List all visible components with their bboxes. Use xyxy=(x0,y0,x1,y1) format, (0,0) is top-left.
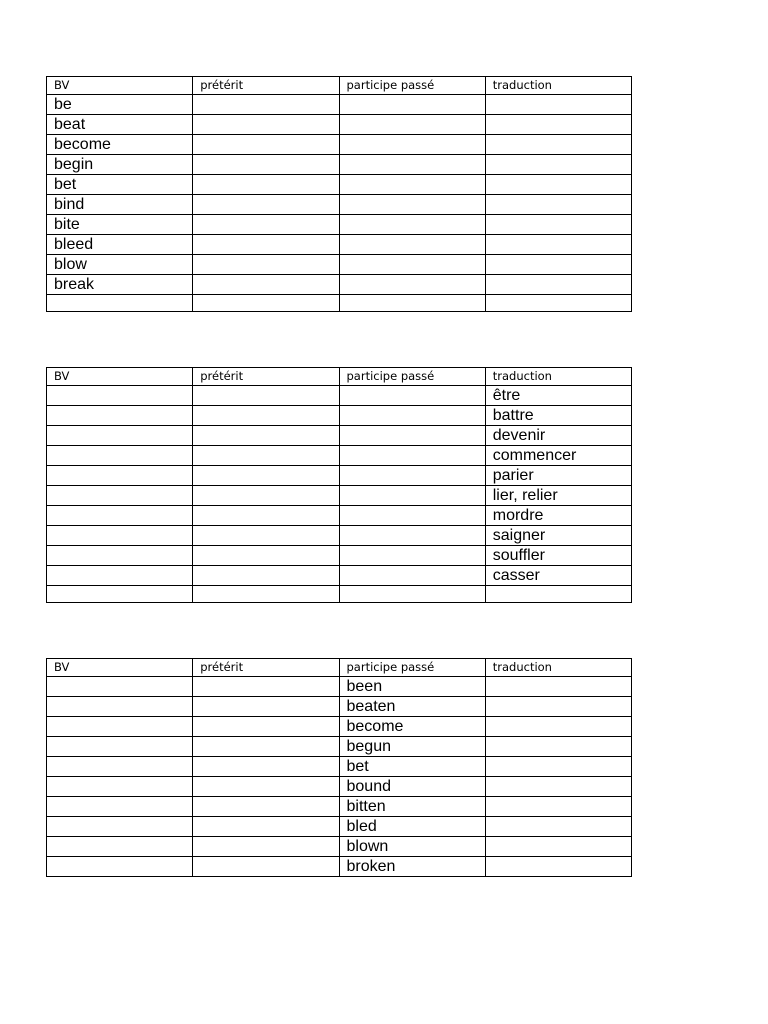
cell-traduction: souffler xyxy=(485,546,631,566)
blank-cell-participe-passe xyxy=(339,546,485,566)
cell-traduction: commencer xyxy=(485,446,631,466)
table-row xyxy=(47,155,632,175)
blank-cell-preterit xyxy=(193,446,339,466)
blank-cell-bv xyxy=(47,777,193,797)
blank-cell-preterit xyxy=(193,175,339,195)
table-row xyxy=(47,677,632,697)
blank-cell-participe-passe xyxy=(339,195,485,215)
blank-cell-participe-passe xyxy=(339,235,485,255)
blank-cell-preterit xyxy=(193,95,339,115)
blank-cell-preterit xyxy=(193,466,339,486)
blank-cell-participe-passe xyxy=(339,255,485,275)
table-row xyxy=(47,406,632,426)
cell-bv: bite xyxy=(47,215,193,235)
blank-cell-traduction xyxy=(485,797,631,817)
column-header-participe-passe: participe passé xyxy=(339,368,485,386)
cell-participe-passe: blown xyxy=(339,837,485,857)
cell-bv: bet xyxy=(47,175,193,195)
blank-cell-bv xyxy=(47,797,193,817)
blank-cell-preterit xyxy=(193,115,339,135)
blank-cell-bv xyxy=(47,566,193,586)
empty-row xyxy=(47,586,632,603)
table-row xyxy=(47,566,632,586)
column-header-bv: BV xyxy=(47,368,193,386)
blank-cell-traduction xyxy=(485,95,631,115)
blank-cell-bv xyxy=(47,295,193,312)
blank-cell-traduction xyxy=(485,275,631,295)
table-row xyxy=(47,446,632,466)
column-header-participe-passe: participe passé xyxy=(339,77,485,95)
blank-cell-traduction xyxy=(485,115,631,135)
blank-cell-bv xyxy=(47,717,193,737)
blank-cell-preterit xyxy=(193,426,339,446)
cell-participe-passe: become xyxy=(339,717,485,737)
cell-bv: beat xyxy=(47,115,193,135)
cell-traduction: casser xyxy=(485,566,631,586)
blank-cell-preterit xyxy=(193,777,339,797)
blank-cell-bv xyxy=(47,857,193,877)
blank-cell-preterit xyxy=(193,546,339,566)
blank-cell-traduction xyxy=(485,155,631,175)
cell-traduction: battre xyxy=(485,406,631,426)
blank-cell-preterit xyxy=(193,155,339,175)
blank-cell-preterit xyxy=(193,235,339,255)
blank-cell-participe-passe xyxy=(339,175,485,195)
blank-cell-participe-passe xyxy=(339,215,485,235)
blank-cell-bv xyxy=(47,506,193,526)
blank-cell-preterit xyxy=(193,386,339,406)
blank-cell-bv xyxy=(47,406,193,426)
blank-cell-participe-passe xyxy=(339,486,485,506)
blank-cell-bv xyxy=(47,817,193,837)
blank-cell-traduction xyxy=(485,737,631,757)
verb-table-translation xyxy=(46,367,632,603)
table-row xyxy=(47,255,632,275)
blank-cell-traduction xyxy=(485,255,631,275)
blank-cell-traduction xyxy=(485,757,631,777)
blank-cell-preterit xyxy=(193,677,339,697)
blank-cell-traduction xyxy=(485,677,631,697)
blank-cell-preterit xyxy=(193,406,339,426)
table-row xyxy=(47,135,632,155)
table-header-row xyxy=(47,368,632,386)
blank-cell-bv xyxy=(47,486,193,506)
empty-row xyxy=(47,295,632,312)
blank-cell-participe-passe xyxy=(339,446,485,466)
cell-participe-passe: beaten xyxy=(339,697,485,717)
cell-traduction: devenir xyxy=(485,426,631,446)
cell-participe-passe: been xyxy=(339,677,485,697)
blank-cell-participe-passe xyxy=(339,466,485,486)
blank-cell-preterit xyxy=(193,697,339,717)
blank-cell-preterit xyxy=(193,526,339,546)
blank-cell-bv xyxy=(47,837,193,857)
blank-cell-preterit xyxy=(193,275,339,295)
table-row xyxy=(47,797,632,817)
cell-bv: become xyxy=(47,135,193,155)
blank-cell-participe-passe xyxy=(339,526,485,546)
blank-cell-preterit xyxy=(193,506,339,526)
cell-bv: break xyxy=(47,275,193,295)
blank-cell-participe-passe xyxy=(339,566,485,586)
blank-cell-participe-passe xyxy=(339,426,485,446)
blank-cell-traduction xyxy=(485,777,631,797)
table-header-row xyxy=(47,659,632,677)
blank-cell-preterit xyxy=(193,857,339,877)
column-header-preterit: prétérit xyxy=(193,77,339,95)
table-row xyxy=(47,175,632,195)
table-row xyxy=(47,115,632,135)
blank-cell-traduction xyxy=(485,235,631,255)
blank-cell-bv xyxy=(47,677,193,697)
blank-cell-participe-passe xyxy=(339,386,485,406)
table-row xyxy=(47,486,632,506)
blank-cell-preterit xyxy=(193,717,339,737)
blank-cell-participe-passe xyxy=(339,586,485,603)
cell-traduction: saigner xyxy=(485,526,631,546)
blank-cell-preterit xyxy=(193,817,339,837)
cell-traduction: lier, relier xyxy=(485,486,631,506)
table-row xyxy=(47,717,632,737)
table-header-row xyxy=(47,77,632,95)
cell-traduction: être xyxy=(485,386,631,406)
cell-participe-passe: bound xyxy=(339,777,485,797)
blank-cell-preterit xyxy=(193,295,339,312)
blank-cell-traduction xyxy=(485,717,631,737)
blank-cell-bv xyxy=(47,737,193,757)
cell-bv: blow xyxy=(47,255,193,275)
blank-cell-bv xyxy=(47,466,193,486)
cell-traduction: mordre xyxy=(485,506,631,526)
table-row xyxy=(47,697,632,717)
table-row xyxy=(47,215,632,235)
blank-cell-traduction xyxy=(485,857,631,877)
table-row xyxy=(47,275,632,295)
cell-bv: be xyxy=(47,95,193,115)
blank-cell-traduction xyxy=(485,135,631,155)
column-header-preterit: prétérit xyxy=(193,368,339,386)
blank-cell-participe-passe xyxy=(339,155,485,175)
blank-cell-preterit xyxy=(193,757,339,777)
blank-cell-preterit xyxy=(193,797,339,817)
blank-cell-bv xyxy=(47,426,193,446)
column-header-traduction: traduction xyxy=(485,659,631,677)
blank-cell-bv xyxy=(47,386,193,406)
blank-cell-preterit xyxy=(193,486,339,506)
column-header-traduction: traduction xyxy=(485,368,631,386)
verb-table-base-form xyxy=(46,76,632,312)
blank-cell-traduction xyxy=(485,697,631,717)
blank-cell-preterit xyxy=(193,837,339,857)
cell-participe-passe: bet xyxy=(339,757,485,777)
blank-cell-bv xyxy=(47,526,193,546)
blank-cell-bv xyxy=(47,586,193,603)
blank-cell-bv xyxy=(47,757,193,777)
blank-cell-preterit xyxy=(193,135,339,155)
table-row xyxy=(47,837,632,857)
cell-participe-passe: broken xyxy=(339,857,485,877)
blank-cell-traduction xyxy=(485,837,631,857)
blank-cell-preterit xyxy=(193,195,339,215)
table-row xyxy=(47,386,632,406)
blank-cell-participe-passe xyxy=(339,295,485,312)
blank-cell-traduction xyxy=(485,215,631,235)
column-header-preterit: prétérit xyxy=(193,659,339,677)
table-row xyxy=(47,195,632,215)
blank-cell-preterit xyxy=(193,255,339,275)
table-row xyxy=(47,777,632,797)
verb-table-past-participle xyxy=(46,658,632,877)
blank-cell-traduction xyxy=(485,195,631,215)
table-row xyxy=(47,526,632,546)
cell-participe-passe: begun xyxy=(339,737,485,757)
cell-traduction: parier xyxy=(485,466,631,486)
cell-bv: begin xyxy=(47,155,193,175)
blank-cell-traduction xyxy=(485,817,631,837)
table-row xyxy=(47,466,632,486)
blank-cell-preterit xyxy=(193,215,339,235)
cell-bv: bind xyxy=(47,195,193,215)
column-header-bv: BV xyxy=(47,659,193,677)
cell-bv: bleed xyxy=(47,235,193,255)
column-header-bv: BV xyxy=(47,77,193,95)
table-row xyxy=(47,426,632,446)
column-header-traduction: traduction xyxy=(485,77,631,95)
table-row xyxy=(47,506,632,526)
table-row xyxy=(47,95,632,115)
blank-cell-bv xyxy=(47,546,193,566)
table-row xyxy=(47,235,632,255)
table-row xyxy=(47,857,632,877)
cell-participe-passe: bled xyxy=(339,817,485,837)
column-header-participe-passe: participe passé xyxy=(339,659,485,677)
blank-cell-preterit xyxy=(193,586,339,603)
blank-cell-traduction xyxy=(485,175,631,195)
blank-cell-traduction xyxy=(485,295,631,312)
blank-cell-participe-passe xyxy=(339,506,485,526)
blank-cell-participe-passe xyxy=(339,95,485,115)
blank-cell-participe-passe xyxy=(339,406,485,426)
table-row xyxy=(47,737,632,757)
blank-cell-bv xyxy=(47,446,193,466)
blank-cell-bv xyxy=(47,697,193,717)
cell-participe-passe: bitten xyxy=(339,797,485,817)
blank-cell-participe-passe xyxy=(339,275,485,295)
table-row xyxy=(47,546,632,566)
blank-cell-preterit xyxy=(193,566,339,586)
blank-cell-participe-passe xyxy=(339,115,485,135)
table-row xyxy=(47,757,632,777)
table-row xyxy=(47,817,632,837)
blank-cell-traduction xyxy=(485,586,631,603)
blank-cell-participe-passe xyxy=(339,135,485,155)
blank-cell-preterit xyxy=(193,737,339,757)
